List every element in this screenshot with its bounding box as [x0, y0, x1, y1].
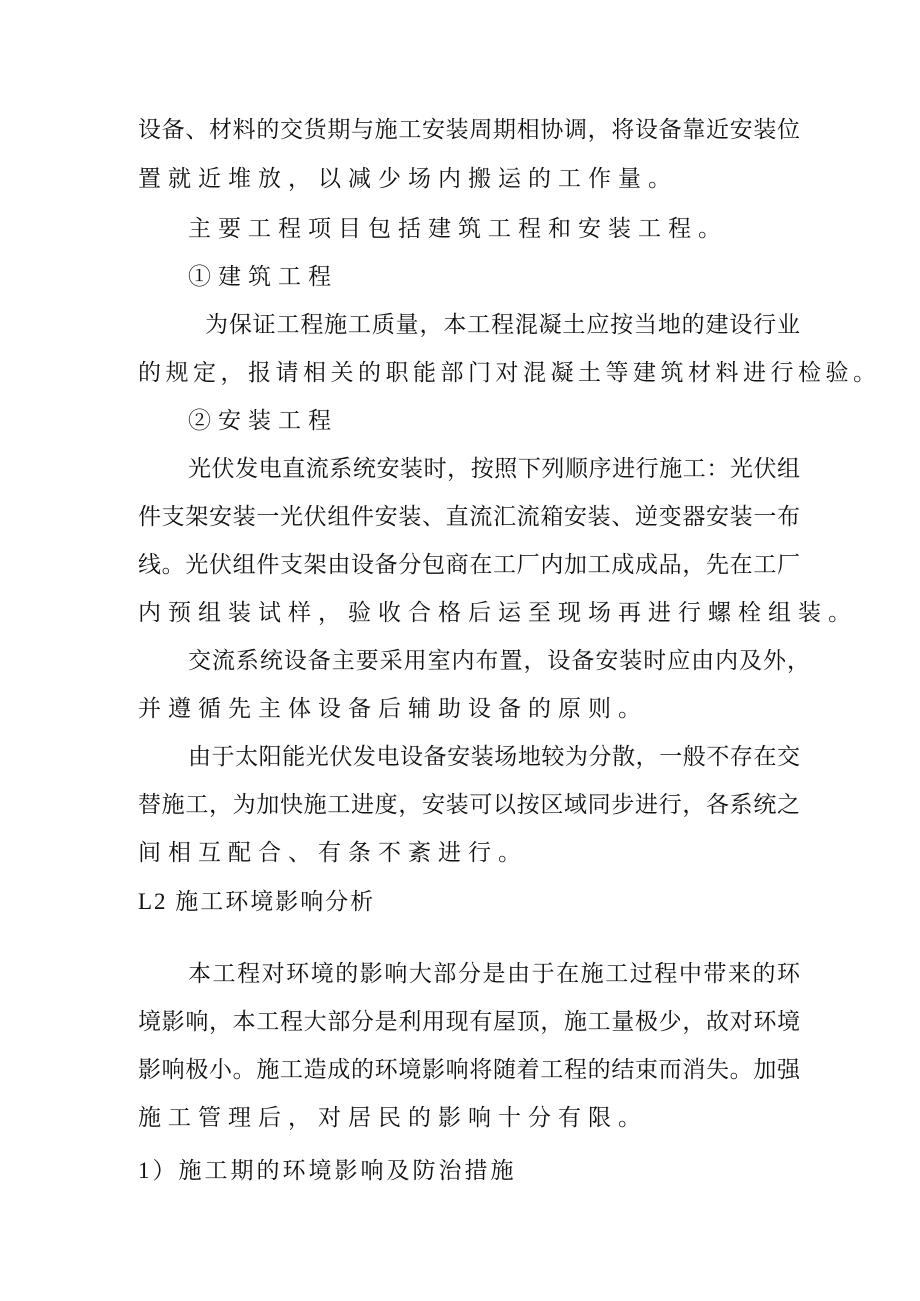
subheading-building: ①建筑工程	[188, 264, 338, 290]
subsection-heading: 1）施工期的环境影响及防治措施	[138, 1158, 517, 1183]
text-line: 交流系统设备主要采用室内布置，设备安装时应由内及外，	[188, 648, 810, 674]
text-line: 件支架安装一光伏组件安装、直流汇流箱安装、逆变器安装一布	[138, 504, 800, 530]
text-line: 间相互配合、有条不紊进行。	[138, 840, 528, 866]
text-line: 本工程对环境的影响大部分是由于在施工过程中带来的环	[188, 961, 800, 987]
text-line: 并遵循先主体设备后辅助设备的原则。	[138, 696, 648, 722]
text-line: 主要工程项目包括建筑工程和安装工程。	[188, 216, 728, 242]
text-line: 为保证工程施工质量，本工程混凝土应按当地的建设行业	[205, 312, 800, 338]
text-line: 由于太阳能光伏发电设备安装场地较为分散，一般不存在交	[188, 744, 800, 770]
text-line: 内预组装试样，验收合格后运至现场再进行螺栓组装。	[138, 600, 858, 626]
subheading-installation: ②安装工程	[188, 408, 338, 434]
text-line: 境影响，本工程大部分是利用现有屋顶，施工量极少，故对环境	[138, 1009, 800, 1035]
section-heading: L2 施工环境影响分析	[138, 889, 376, 914]
text-line: 光伏发电直流系统安装时，按照下列顺序进行施工：光伏组	[188, 456, 800, 482]
text-line: 施工管理后，对居民的影响十分有限。	[138, 1105, 648, 1131]
text-line: 线。光伏组件支架由设备分包商在工厂内加工成成品，先在工厂	[138, 552, 800, 578]
text-line: 设备、材料的交货期与施工安装周期相协调，将设备靠近安装位	[138, 117, 800, 143]
text-line: 影响极小。施工造成的环境影响将随着工程的结束而消失。加强	[138, 1057, 800, 1083]
text-line: 置就近堆放，以减少场内搬运的工作量。	[138, 166, 678, 192]
text-line: 替施工，为加快施工进度，安装可以按区域同步进行，各系统之	[138, 792, 800, 818]
text-line: 的规定，报请相关的职能部门对混凝土等建筑材料进行检验。	[138, 360, 881, 386]
